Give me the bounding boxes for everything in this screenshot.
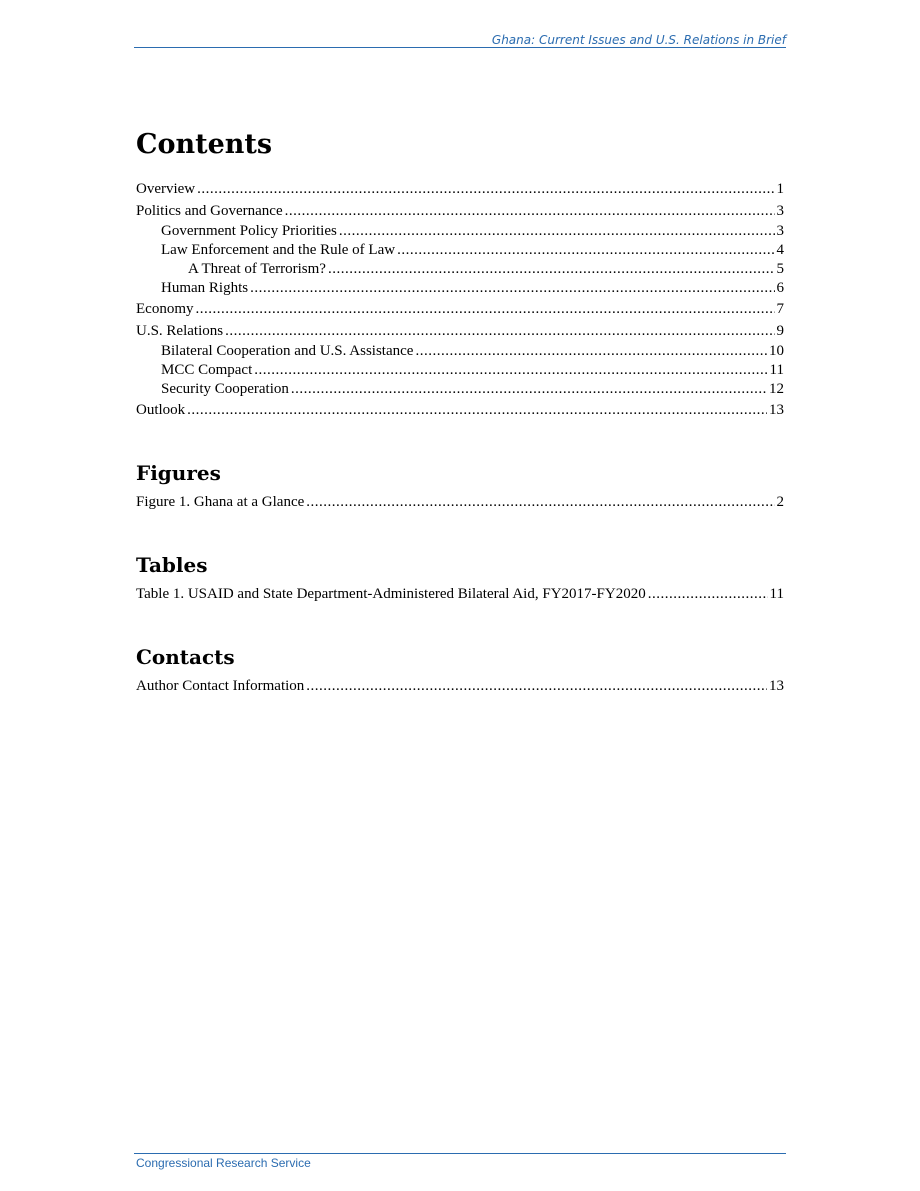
dot-leader [328, 260, 775, 279]
toc-entry-page: 12 [769, 381, 784, 397]
contents-heading: Contents [136, 129, 273, 160]
toc-entry-label: Security Cooperation [161, 381, 289, 397]
toc-entry-us-relations[interactable] [136, 320, 784, 342]
toc-entry-law-enforcement[interactable] [136, 241, 784, 260]
toc-entry-page: 5 [776, 261, 784, 277]
dot-leader [254, 361, 767, 380]
tables-heading: Tables [136, 553, 208, 577]
dot-leader [291, 380, 767, 399]
toc-entry-author-contact[interactable] [136, 675, 784, 697]
toc-entry-page: 10 [769, 343, 784, 359]
contacts-list [136, 675, 784, 697]
toc-entry-page: 3 [776, 223, 784, 239]
dot-leader [339, 222, 775, 241]
toc-entry-label: MCC Compact [161, 362, 253, 378]
dot-leader [197, 178, 774, 200]
toc-entry-page: 6 [776, 280, 784, 296]
toc-entry-page: 3 [776, 203, 784, 219]
toc-entry-label: Overview [136, 181, 196, 197]
footer-publisher: Congressional Research Service [136, 1156, 311, 1170]
toc-entry-label: Human Rights [161, 280, 249, 296]
toc-entry-page: 1 [776, 181, 784, 197]
toc-entry-economy[interactable] [136, 298, 784, 320]
toc-entry-outlook[interactable] [136, 399, 784, 421]
running-header: Ghana: Current Issues and U.S. Relations in Brief [491, 33, 786, 47]
toc-entry-figure-1[interactable] [136, 491, 784, 513]
toc-entry-government-policy-priorities[interactable] [136, 222, 784, 241]
dot-leader [397, 241, 774, 260]
toc-entry-label: Table 1. USAID and State Department-Administered Bilateral Aid, FY2017-FY2020 [136, 586, 646, 602]
toc-entry-politics-and-governance[interactable] [136, 200, 784, 222]
toc-entry-label: Author Contact Information [136, 678, 305, 694]
contacts-heading: Contacts [136, 645, 235, 669]
toc-entry-label: Government Policy Priorities [161, 223, 337, 239]
toc-entry-table-1[interactable] [136, 583, 784, 605]
toc-entry-page: 11 [769, 586, 784, 602]
table-of-contents-page [136, 120, 784, 697]
toc-entry-bilateral-cooperation[interactable] [136, 342, 784, 361]
toc-entry-page: 9 [776, 323, 784, 339]
toc-entry-label: A Threat of Terrorism? [188, 261, 326, 277]
toc-entry-page: 13 [769, 678, 784, 694]
toc-entry-page: 2 [776, 494, 784, 510]
toc-entry-label: Law Enforcement and the Rule of Law [161, 242, 396, 258]
header-divider [134, 47, 786, 48]
toc-entry-page: 11 [769, 362, 784, 378]
dot-leader [196, 298, 775, 320]
footer-divider [134, 1153, 786, 1154]
dot-leader [648, 583, 768, 605]
toc-entry-security-cooperation[interactable] [136, 380, 784, 399]
figures-list [136, 491, 784, 513]
toc-entry-page: 7 [776, 301, 784, 317]
toc-entry-label: Outlook [136, 402, 186, 418]
dot-leader [250, 279, 774, 298]
toc-entry-label: U.S. Relations [136, 323, 224, 339]
toc-entry-label: Figure 1. Ghana at a Glance [136, 494, 305, 510]
dot-leader [306, 675, 767, 697]
dot-leader [306, 491, 774, 513]
dot-leader [285, 200, 775, 222]
figures-heading: Figures [136, 461, 221, 485]
toc-entry-mcc-compact[interactable] [136, 361, 784, 380]
toc-entry-threat-of-terrorism[interactable] [136, 260, 784, 279]
dot-leader [415, 342, 767, 361]
toc-entry-label: Politics and Governance [136, 203, 283, 219]
toc-entry-page: 13 [769, 402, 784, 418]
tables-list [136, 583, 784, 605]
dot-leader [187, 399, 767, 421]
toc-entry-overview[interactable] [136, 178, 784, 200]
dot-leader [225, 320, 774, 342]
contents-list [136, 178, 784, 421]
toc-entry-label: Bilateral Cooperation and U.S. Assistance [161, 343, 414, 359]
toc-entry-page: 4 [776, 242, 784, 258]
toc-entry-label: Economy [136, 301, 194, 317]
toc-entry-human-rights[interactable] [136, 279, 784, 298]
